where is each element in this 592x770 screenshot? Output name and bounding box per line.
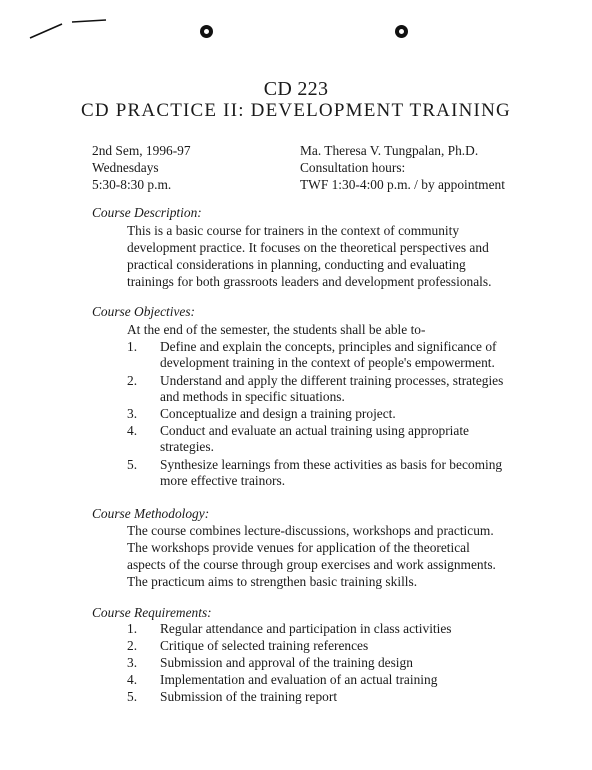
objective-line: Conceptualize and design a training project.: [160, 406, 396, 421]
semester: 2nd Sem, 1996-97: [92, 143, 191, 158]
description-line: practical considerations in planning, conducting and evaluating: [127, 257, 466, 272]
requirement-number: 3.: [127, 655, 138, 670]
requirement-text: Regular attendance and participation in class activities: [160, 621, 452, 636]
methodology-body: [127, 522, 496, 590]
description-body: [127, 222, 491, 290]
objective-text: [160, 373, 545, 405]
description-line: development practice. It focuses on the theoretical perspectives and: [127, 240, 489, 255]
description-line: trainings for both grassroots leaders and development professionals.: [127, 274, 492, 289]
objectives-intro: At the end of the semester, the students shall be able to-: [127, 322, 426, 337]
instructor-name: Ma. Theresa V. Tungpalan, Ph.D.: [300, 143, 479, 158]
methodology-line: The workshops provide venues for application of the theoretical: [127, 540, 470, 555]
objective-line: Understand and apply the different training processes, strategies: [160, 373, 504, 388]
objective-text: [160, 423, 545, 455]
punch-hole-left: [200, 25, 213, 38]
objective-line: Synthesize learnings from these activities as basis for becoming: [160, 457, 503, 472]
description-line: This is a basic course for trainers in the context of community: [127, 223, 460, 238]
requirement-number: 2.: [127, 638, 138, 653]
requirement-text: Submission of the training report: [160, 689, 338, 704]
methodology-line: The practicum aims to strengthen basic training skills.: [127, 574, 418, 589]
objective-text: [160, 457, 545, 489]
requirement-number: 5.: [127, 689, 138, 704]
objective-number: 2.: [127, 373, 138, 388]
objective-line: Define and explain the concepts, principles and significance of: [160, 339, 497, 354]
course-code: CD 223: [263, 78, 329, 100]
course-title: CD PRACTICE II: DEVELOPMENT TRAINING: [81, 100, 511, 121]
pen-mark: [0, 0, 130, 50]
objective-line: strategies.: [160, 439, 214, 454]
objective-line: Conduct and evaluate an actual training using appropriate: [160, 423, 469, 438]
description-heading: Course Description:: [92, 205, 202, 220]
class-time: 5:30-8:30 p.m.: [92, 177, 172, 192]
requirements-heading: Course Requirements:: [92, 605, 212, 620]
methodology-heading: Course Methodology:: [92, 506, 210, 521]
punch-hole-right: [395, 25, 408, 38]
requirement-number: 4.: [127, 672, 138, 687]
objective-line: development training in the context of people's empowerment.: [160, 355, 495, 370]
objective-line: more effective trainors.: [160, 473, 286, 488]
objective-line: and methods in specific situations.: [160, 389, 345, 404]
methodology-line: The course combines lecture-discussions, workshops and practicum.: [127, 523, 494, 538]
class-day: Wednesdays: [92, 160, 159, 175]
objectives-heading: Course Objectives:: [92, 304, 196, 319]
consultation-label: Consultation hours:: [300, 160, 406, 175]
requirement-text: Implementation and evaluation of an actual training: [160, 672, 438, 687]
requirement-text: Submission and approval of the training design: [160, 655, 413, 670]
methodology-line: aspects of the course through group exercises and work assignments.: [127, 557, 496, 572]
objective-number: 5.: [127, 457, 138, 472]
requirement-number: 1.: [127, 621, 138, 636]
objective-number: 1.: [127, 339, 138, 354]
objective-text: [160, 339, 545, 371]
objective-number: 3.: [127, 406, 138, 421]
objective-number: 4.: [127, 423, 138, 438]
objective-text: [160, 406, 545, 422]
consultation-hours: TWF 1:30-4:00 p.m. / by appointment: [300, 177, 505, 192]
requirement-text: Critique of selected training references: [160, 638, 369, 653]
